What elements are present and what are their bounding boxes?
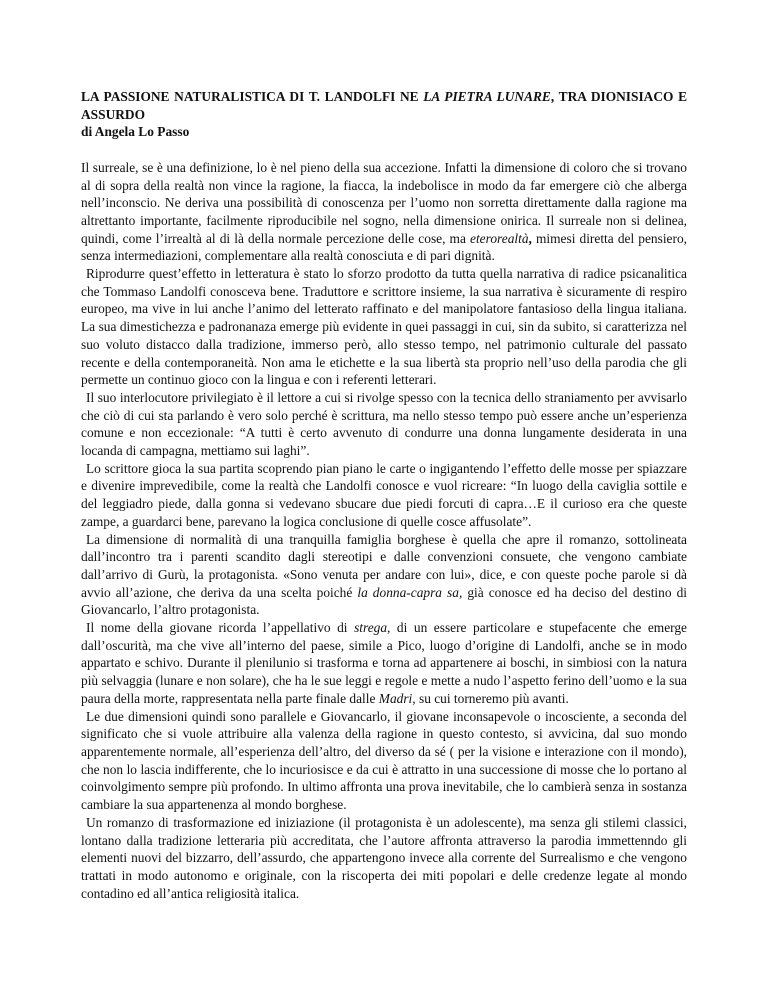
paragraph-7: Le due dimensioni quindi sono parallele e Giovancarlo, il giovane inconsapevole o incosciente, a seconda del significato che si vuole attribuire alla valenza della ragione in questo contesto, si avvicina, dal suo mondo apparentemente normale, all’esperienza dell’altro, del diverso da sé ( per la visione e interazione con il mondo), che non lo lascia indifferente, che lo incuriosisce e da cui è attratto in una successione di mosse che lo portano al coinvolgimento sempre più profondo. In ultimo affronta una prova inevitabile, che lo cambierà senza in sostanza cambiare la sua appartenenza al mondo borghese. — [81, 708, 687, 813]
paragraph-1-bold: , — [528, 230, 532, 246]
title-part-1: LA PASSIONE NATURALISTICA DI T. LANDOLFI NE — [81, 89, 424, 104]
paragraph-1 — [81, 159, 687, 265]
paragraph-6-text-a: Il nome della giovane ricorda l’appellativo di — [86, 620, 355, 636]
paragraph-1-text-a: Il surreale, se è una definizione, lo è nel pieno della sua accezione. Infatti la dimensione di coloro che si trovano al di sopra della realtà non vince la ragione, la fiacca, la indebolisce in modo da far emergere ciò che alberga nell’inconscio. Ne deriva una possibilità di conoscenza per l’uomo non sorretta direttamente dalla ragione ma altrettanto importante, facilmente riproducibile nel sogno, nella dimensione onirica. Il surreale non si delinea, quindi, come l’irrealtà al di là della normale percezione delle cose, ma — [81, 159, 687, 246]
paragraph-4: Lo scrittore gioca la sua partita scoprendo pian piano le carte o ingigantendo l’effetto delle mosse per spiazzare e divenire imprevedibile, come la realtà che Landolfi conosce e vuol ricreare: “In luogo della caviglia sottile e del leggiadro piede, dalla gonna si vedevano sbucare due piedi forcuti di capra…E il curioso era che queste zampe, a guardarci bene, parevano la logica conclusione di quelle cosce affusolate”. — [81, 460, 687, 529]
title-part-2: , TRA DIONISIACO E ASSURDO — [81, 89, 687, 122]
document-page — [81, 88, 687, 902]
paragraph-5 — [81, 531, 687, 620]
paragraph-6-text-b: , di un essere particolare e stupefacente che emerge dall’oscurità, ma che vive all’interno del paese, simile a Pico, luogo d’origine di Landolfi, anche se in modo appartato e schivo. Durante il plenilunio si trasforma e torna ad appartenere ai boschi, in simbiosi con la natura più selvaggia (lunare e non solare), che ha le sue leggi e regole e mette a nudo l’aspetto ferino dell’uomo e la sua paura della morte, rappresentata nella parte finale dalle — [81, 620, 687, 706]
title-book-name: LA PIETRA LUNARE — [423, 89, 551, 104]
paragraph-2: Riprodurre quest’effetto in letteratura è stato lo sforzo prodotto da tutta quella narrativa di radice psicanalitica che Tommaso Landolfi conosceva bene. Traduttore e scrittore insieme, la sua narrativa è sicuramente di respiro europeo, ma vive in lui anche l’animo del letterato raffinato e del manipolatore fantasioso della lingua italiana. La sua dimestichezza e padronanaza emerge più evidente in quei passaggi in cui, sin da subito, si caratterizza nel suo voluto distacco dalla tradizione, immerso però, allo stesso tempo, nel patrimonio culturale del passato recente e della contemporaneità. Non ama le etichette e la sua libertà sta proprio nell’uso della parodia che gli permette un continuo gioco con la lingua e con i referenti letterari. — [81, 266, 687, 388]
paragraph-5-text-b: , già conosce ed ha deciso del destino di Giovancarlo, l’altro protagonista. — [81, 584, 687, 618]
paragraph-6-emphasis-2: Madri — [378, 690, 413, 706]
paragraph-6 — [81, 619, 687, 708]
paragraph-3: Il suo interlocutore privilegiato è il lettore a cui si rivolge spesso con la tecnica dello straniamento per avvisarlo che ciò di cui sta parlando è vero solo perché è scrittura, ma nello stesso tempo può essere anche un’esperienza comune e non eccezionale: “A tutti è certo avvenuto di condurre una donna lungamente desiderata in una locanda di campagna, mettiamo sui laghi”. — [81, 389, 687, 459]
paragraph-1-text-b: mimesi diretta del pensiero, senza intermediazioni, complementare alla realtà conosciuta e di pari dignità. — [81, 230, 687, 264]
article-author: di Angela Lo Passo — [81, 124, 190, 140]
paragraph-1-emphasis: eterorealtà — [470, 230, 529, 246]
paragraph-8: Un romanzo di trasformazione ed iniziazione (il protagonista è un adolescente), ma senza gli stilemi classici, lontano dalla tradizione letteraria più accreditata, che l’autore affronta attraverso la parodia immettenndo gli elementi nuovi del bizzarro, dell’assurdo, che appartengono invece alla corrente del Surrealismo e che vengono trattati in modo autonomo e originale, con la riscoperta dei miti popolari e delle credenze legate al mondo contadino ed all’antica religiosità italica. — [81, 814, 687, 901]
paragraph-6-text-c: , su cui torneremo più avanti. — [412, 690, 569, 706]
paragraph-6-emphasis: strega — [354, 620, 388, 636]
article-title — [81, 88, 687, 123]
paragraph-5-emphasis: la donna-capra sa — [357, 584, 459, 600]
paragraph-5-text-a: La dimensione di normalità di una tranquilla famiglia borghese è quella che apre il romanzo, sottolineata dall’incontro tra i parenti scandito dagli stereotipi e dalle convenzioni consuete, che vengono cambiate dall’arrivo di Gurù, la protagonista. «Sono venuta per andare con lui», dice, e con queste poche parole si dà avvio all’azione, che deriva da una scelta poiché — [81, 531, 687, 600]
